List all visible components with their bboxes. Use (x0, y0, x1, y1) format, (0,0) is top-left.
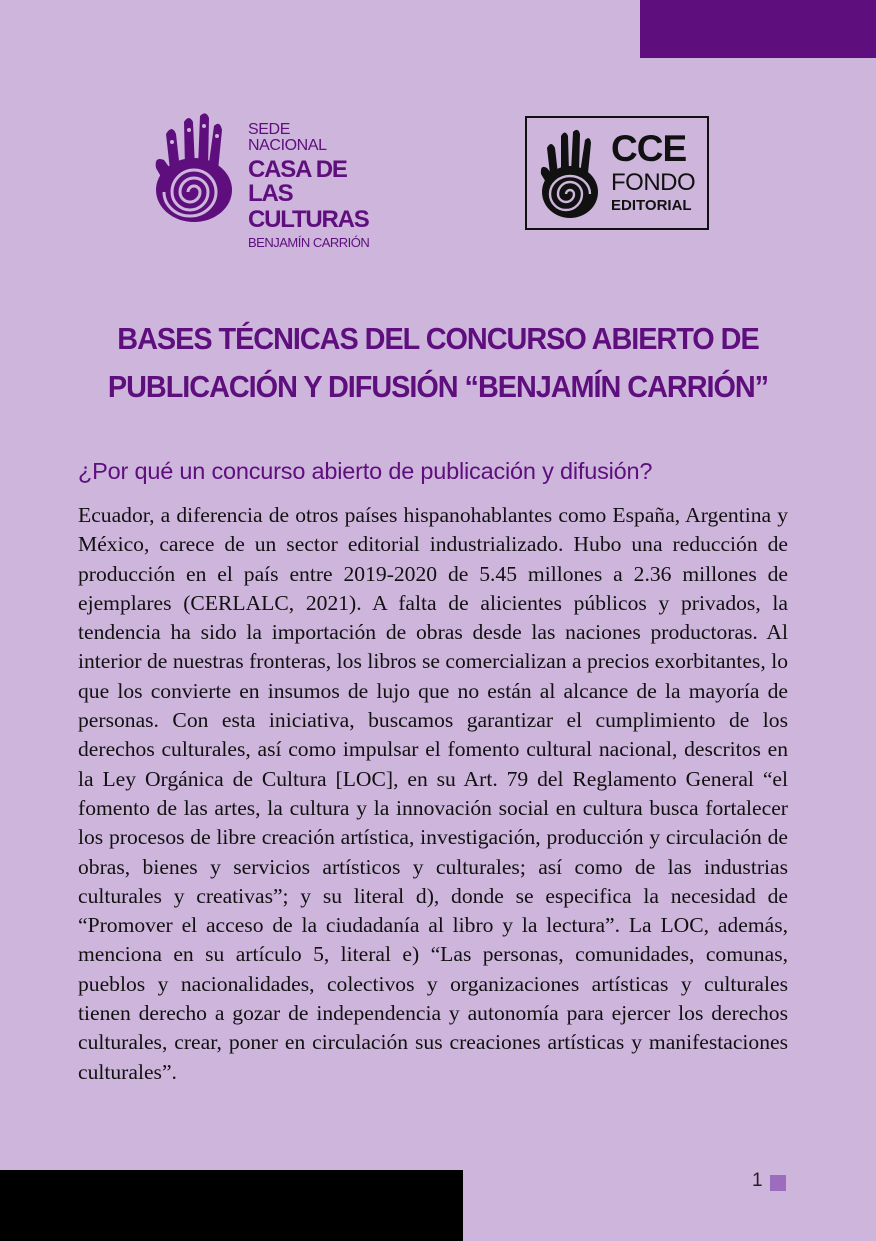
hand-spiral-icon (539, 128, 603, 220)
logo-cce-fondo-editorial (525, 116, 709, 230)
page-marker-square (770, 1175, 786, 1191)
logo-left-line-1: SEDE NACIONAL (248, 121, 327, 154)
body-paragraph: Ecuador, a diferencia de otros países hispanohablantes como España, Argentina y México, carece de un sector editorial industrializado. Hubo una reducción de producción en el país entre 2019-2020 de 5.45 millones a 2.36 millones de ejemplares (CERLALC, 2021). A falta de alicientes públicos y privados, la tendencia ha sido la importación de obras desde las naciones productoras. Al interior de nuestras fronteras, los libros se comercializan a precios exorbitantes, lo que los convierte en insumos de lujo que no están al alcance de la mayoría de personas. Con esta iniciativa, buscamos garantizar el cumplimiento de los derechos culturales, así como impulsar el fomento cultural nacional, descritos en la Ley Orgánica de Cultura [LOC], en su Art. 79 del Reglamento General “el fomento de las artes, la cultura y la innovación social en cultura busca fortalecer los procesos de libre creación artística, investigación, producción y circulación de obras, bienes y servicios artísticos y culturales; así como de las industrias culturales y creativas”; y su literal d), donde se especifica la necesidad de “Promover el acceso de la ciudadanía al libro y la lectura”. La LOC, además, menciona en su artículo 5, literal e) “Las personas, comunidades, comunas, pueblos y nacionalidades, colectivos y organizaciones artísticas y culturales tienen derecho a gozar de independencia y autonomía para ejercer los derechos culturales, crear, poner en circulación sus creaciones artísticas y manifestaciones culturales”. (78, 503, 788, 1084)
section-heading: ¿Por qué un concurso abierto de publicación y difusión? (78, 458, 653, 484)
logo-left-line-3: CULTURAS (248, 206, 369, 233)
footer-bar (0, 1170, 463, 1241)
page-number: 1 (752, 1170, 763, 1191)
logo-right-line-3: EDITORIAL (611, 197, 692, 214)
document-title: BASES TÉCNICAS DEL CONCURSO ABIERTO DE PUBLICACIÓN Y DIFUSIÓN “BENJAMÍN CARRIÓN” (107, 321, 769, 404)
logo-casa-de-las-culturas (152, 112, 372, 250)
corner-accent-bar (640, 0, 876, 58)
logo-left-line-2: CASA DE LAS (248, 156, 347, 207)
logo-left-line-4: BENJAMÍN CARRIÓN (248, 235, 370, 250)
hand-spiral-icon (152, 112, 242, 224)
logo-right-line-2: FONDO (611, 169, 696, 196)
logo-right-line-1: CCE (611, 128, 687, 169)
